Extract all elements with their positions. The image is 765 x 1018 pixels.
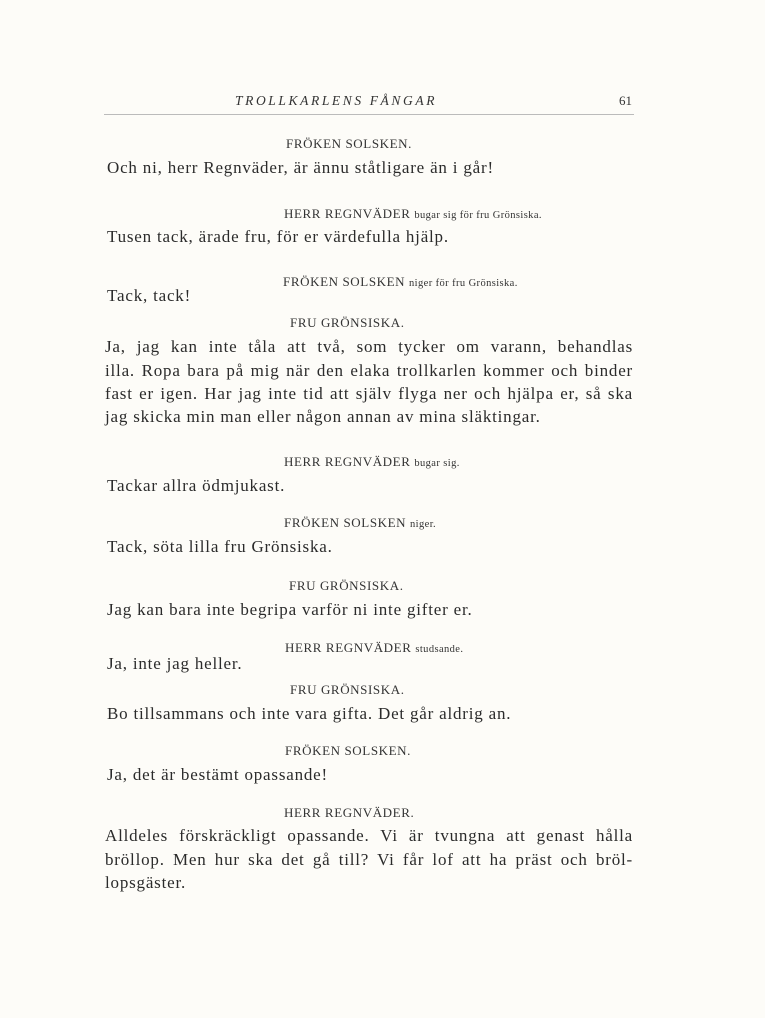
speaker-name: FRÖKEN SOLSKEN. <box>285 743 412 758</box>
dialogue-line: Ja, jag kan inte tåla att två, som tycker om varann, behandlas <box>105 337 633 356</box>
stage-direction: studsande. <box>415 644 464 655</box>
speaker-heading <box>290 682 405 698</box>
dialogue-line: Tackar allra ödmjukast. <box>107 476 286 495</box>
speaker-heading <box>284 454 460 470</box>
dialogue-line: lopsgäster. <box>105 873 187 892</box>
speaker-heading <box>284 805 414 821</box>
stage-direction: bugar sig. <box>414 458 460 469</box>
speaker-name: HERR REGNVÄDER. <box>284 805 415 820</box>
speaker-name: HERR REGNVÄDER <box>284 206 411 221</box>
speaker-heading <box>286 136 412 152</box>
speaker-name: FRÖKEN SOLSKEN <box>283 274 406 289</box>
stage-direction: niger för fru Grönsiska. <box>409 278 518 289</box>
speaker-name: FRÖKEN SOLSKEN <box>284 515 407 530</box>
speaker-heading <box>284 206 542 222</box>
speaker-name: FRÖKEN SOLSKEN. <box>286 136 413 151</box>
page-number: 61 <box>619 93 632 108</box>
dialogue-line: Och ni, herr Regnväder, är ännu ståtligare än i går! <box>107 158 494 177</box>
speaker-name: HERR REGNVÄDER <box>284 454 411 469</box>
dialogue-line: bröllop. Men hur ska det gå till? Vi får lof att ha präst och bröl- <box>105 850 633 869</box>
dialogue-line: Tack, tack! <box>107 286 192 305</box>
dialogue-line: illa. Ropa bara på mig när den elaka trollkarlen kommer och binder <box>105 361 633 380</box>
speaker-heading <box>289 578 404 594</box>
speaker-heading <box>284 515 436 531</box>
speaker-name: FRU GRÖNSISKA. <box>290 682 405 697</box>
stage-direction: bugar sig för fru Grönsiska. <box>414 210 542 221</box>
dialogue-line: Alldeles förskräckligt opassande. Vi är tvungna att genast hålla <box>105 826 633 845</box>
dialogue-line: Tusen tack, ärade fru, för er värdefulla hjälp. <box>107 227 449 246</box>
speaker-name: FRU GRÖNSISKA. <box>289 578 404 593</box>
speaker-name: HERR REGNVÄDER <box>285 640 412 655</box>
speaker-name: FRU GRÖNSISKA. <box>290 315 405 330</box>
dialogue-line: Tack, söta lilla fru Grönsiska. <box>107 537 333 556</box>
speaker-heading <box>285 640 463 656</box>
dialogue-line: Ja, det är bestämt opassande! <box>107 765 328 784</box>
dialogue-line: Jag kan bara inte begripa varför ni inte gifter er. <box>107 600 473 619</box>
running-header-title: TROLLKARLENS FÅNGAR <box>235 93 438 108</box>
dialogue-line: Bo tillsammans och inte vara gifta. Det går aldrig an. <box>107 704 512 723</box>
stage-direction: niger. <box>410 519 437 530</box>
speaker-heading <box>285 743 411 759</box>
speaker-heading <box>283 274 518 290</box>
speaker-heading <box>290 315 405 331</box>
header-rule <box>104 114 634 115</box>
dialogue-line: fast er igen. Har jag inte tid att själv flyga ner och hjälpa er, så ska <box>105 384 633 403</box>
dialogue-line: Ja, inte jag heller. <box>107 654 243 673</box>
dialogue-line: jag skicka min man eller någon annan av mina släktingar. <box>105 407 541 426</box>
